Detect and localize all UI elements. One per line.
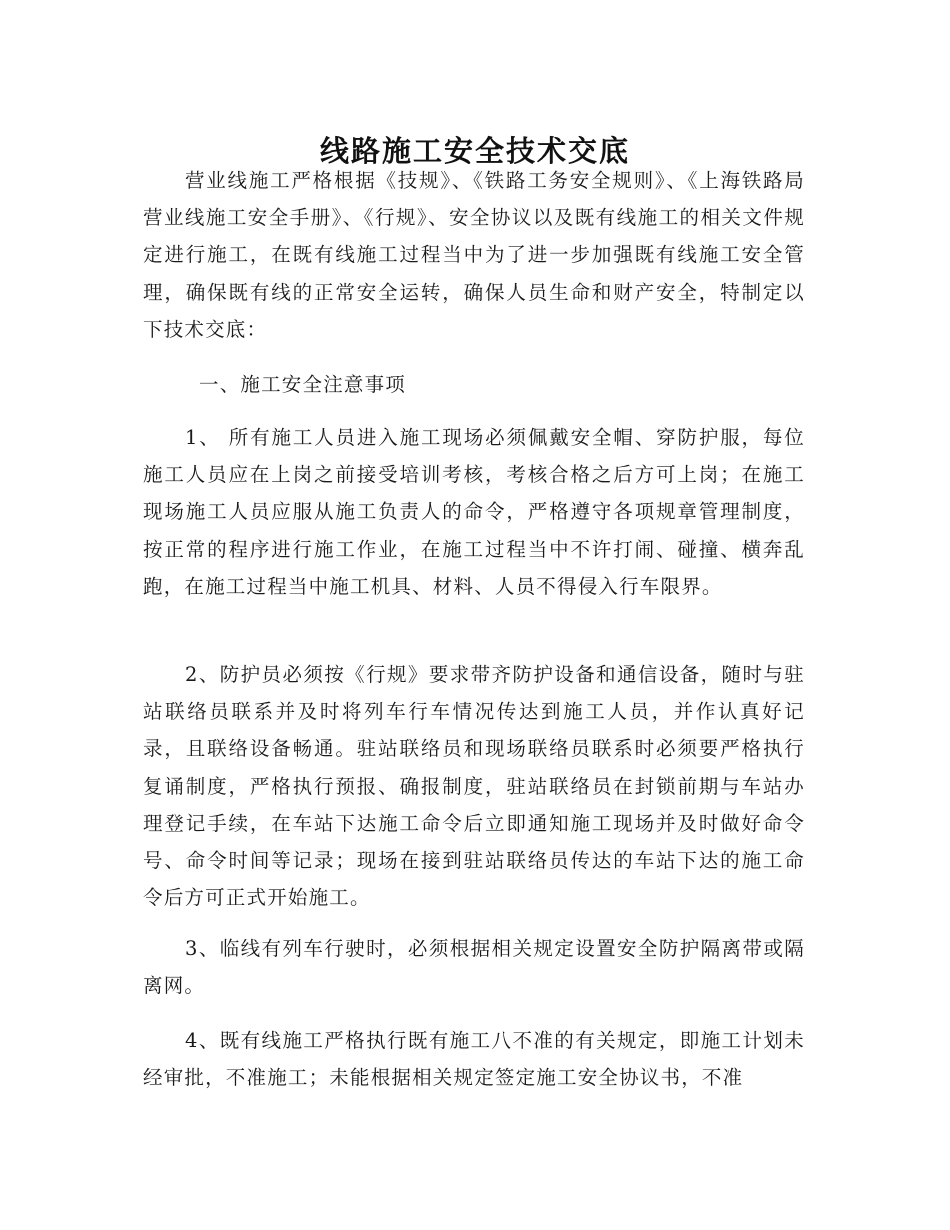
section-heading: 一、施工安全注意事项 (199, 373, 407, 396)
intro-paragraph: 营业线施工严格根据《技规》、《铁路工务安全规则》、《上海铁路局营业线施工安全手册》、《行规》、安全协议以及既有线施工的相关文件规定进行施工，在既有线施工过程当中为了进一步加强既有线施工安全管理，确保既有线的正常安全运转，确保人员生命和财产安全，特制定以下技术交底： (143, 169, 805, 341)
paragraph-item-2: 2、防护员必须按《行规》要求带齐防护设备和通信设备，随时与驻站联络员联系并及时将列车行车情况传达到施工人员，并作认真好记录，且联络设备畅通。驻站联络员和现场联络员联系时必须要严格执行复诵制度，严格执行预报、确报制度，驻站联络员在封锁前期与车站办理登记手续，在车站下达施工命令后立即通知施工现场并及时做好命令号、命令时间等记录；现场在接到驻站联络员传达的车站下达的施工命令后方可正式开始施工。 (143, 663, 805, 910)
paragraph-item-1: 1、 所有施工人员进入施工现场必须佩戴安全帽、穿防护服，每位施工人员应在上岗之前接受培训考核，考核合格之后方可上岗；在施工现场施工人员应服从施工负责人的命令，严格遵守各项规章管理制度，按正常的程序进行施工作业，在施工过程当中不许打闹、碰撞、横奔乱跑，在施工过程当中施工机具、材料、人员不得侵入行车限界。 (143, 426, 805, 598)
paragraph-item-3: 3、临线有列车行驶时，必须根据相关规定设置安全防护隔离带或隔离网。 (143, 937, 805, 998)
paragraph-item-4: 4、既有线施工严格执行既有施工八不准的有关规定，即施工计划未经审批，不准施工；未能根据相关规定签定施工安全协议书，不准 (143, 1029, 805, 1090)
document-title: 线路施工安全技术交底 (319, 134, 630, 169)
